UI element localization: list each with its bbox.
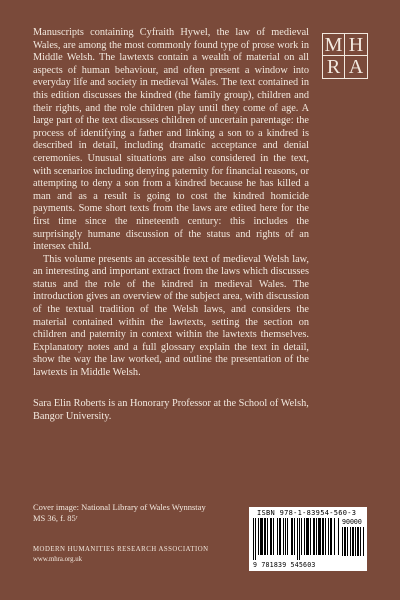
barcode-bar xyxy=(279,518,281,555)
barcode-bar xyxy=(316,518,317,555)
isbn-label: ISBN 978-1-83954-560-3 xyxy=(257,509,357,517)
barcode-bar xyxy=(322,518,324,555)
barcode-bar xyxy=(260,518,263,555)
barcode-bar xyxy=(297,518,298,560)
barcode-bar xyxy=(344,527,346,556)
logo-letter-h: H xyxy=(345,34,367,56)
barcode-addon-digits: 90000 xyxy=(342,518,362,526)
blurb-paragraph-1: Manuscripts containing Cyfraith Hywel, the law of medieval Wales, are among the most commonly found type of prose work in Middle Welsh. The lawtexts contain a wealth of material on all aspects of human behaviour, and often present a window into everyday life and society in medieval Wales. The text contained in this edition discusses the kindred (the family group), children and their rights, and the role children play until they come of age. A large part of the text discusses children of uncertain parentage: the process of identifying a father and linking a son to a kindred is described in detail, including dramatic acceptance and denial ceremonies. Unusual situations are also considered in the text, with scenarios including denying paternity for financial reasons, or attempting to deny a son from a kindred because he has killed a man and as a result is going to cost the kindred homicide payments. Some short texts from the laws are edited here for the first time since the nineteenth century: this includes the surprisingly humane discussion of the status and rights of an intersex child. xyxy=(33,27,309,253)
barcode-addon-bars xyxy=(342,527,364,561)
barcode-bar xyxy=(304,518,305,555)
barcode-bar xyxy=(334,518,335,555)
author-note: Sara Elin Roberts is an Honorary Professor at the School of Welsh, Bangor University. xyxy=(33,398,309,422)
barcode-bar xyxy=(301,518,302,555)
barcode-bar xyxy=(363,527,364,556)
logo-letter-r: R xyxy=(323,56,345,78)
barcode-bar xyxy=(357,527,359,556)
cover-blurb xyxy=(33,27,309,380)
mhra-logo xyxy=(322,33,368,79)
barcode-bar xyxy=(338,518,339,555)
credit-line-1: Cover image: National Library of Wales Wynnstay xyxy=(33,502,206,512)
barcode-bar xyxy=(347,527,348,556)
barcode-bar xyxy=(310,518,311,555)
publisher-block xyxy=(33,545,253,565)
barcode-bar xyxy=(270,518,272,555)
barcode-bar xyxy=(325,518,326,555)
barcode-bar xyxy=(318,518,321,555)
barcode-bar xyxy=(294,518,295,555)
barcode-bar xyxy=(352,527,354,556)
blurb-paragraph-2: This volume presents an accessible text of medieval Welsh law, an interesting and important extract from the laws which discusses status and the role of the kindred in medieval Wales. The introduction gives an overview of the subject area, with discussion of the textual tradition of the Welsh laws, and considers the material contained within the lawtexts, setting the section on children and paternity in context within the lawtexts themselves. Explanatory notes and a full glossary explain the text in detail, show the way the law worked, and outline the presentation of the lawtexts in Middle Welsh. xyxy=(33,253,309,379)
barcode-bar xyxy=(273,518,274,555)
barcode-bar xyxy=(253,518,254,560)
barcode-bar xyxy=(258,518,259,555)
logo-letter-m: M xyxy=(323,34,345,56)
barcode-bar xyxy=(287,518,288,555)
barcode-bar xyxy=(313,518,315,555)
barcode-bar xyxy=(264,518,266,555)
barcode-bar xyxy=(350,527,351,556)
barcode-bar xyxy=(283,518,284,555)
barcode-bar xyxy=(342,527,343,556)
barcode-bar xyxy=(285,518,286,555)
barcode-bar xyxy=(328,518,329,555)
barcode-bar xyxy=(330,518,332,555)
publisher-name: MODERN HUMANITIES RESEARCH ASSOCIATION xyxy=(33,546,209,553)
barcode-bar xyxy=(306,518,309,555)
barcode-bar xyxy=(255,518,256,560)
barcode-bar xyxy=(277,518,278,555)
barcode-bar xyxy=(299,518,300,560)
barcode-bar xyxy=(360,527,361,556)
isbn-barcode xyxy=(249,507,367,571)
logo-letter-a: A xyxy=(348,56,364,78)
credit-line-2: MS 36, f. 85ʳ xyxy=(33,513,78,523)
cover-image-credit xyxy=(33,502,233,524)
barcode-bars xyxy=(253,518,339,560)
barcode-digits: 9 781839 545603 xyxy=(253,561,316,569)
barcode-bar xyxy=(291,518,293,555)
barcode-bar xyxy=(267,518,268,555)
barcode-bar xyxy=(355,527,356,556)
publisher-url: www.mhra.org.uk xyxy=(33,556,83,563)
